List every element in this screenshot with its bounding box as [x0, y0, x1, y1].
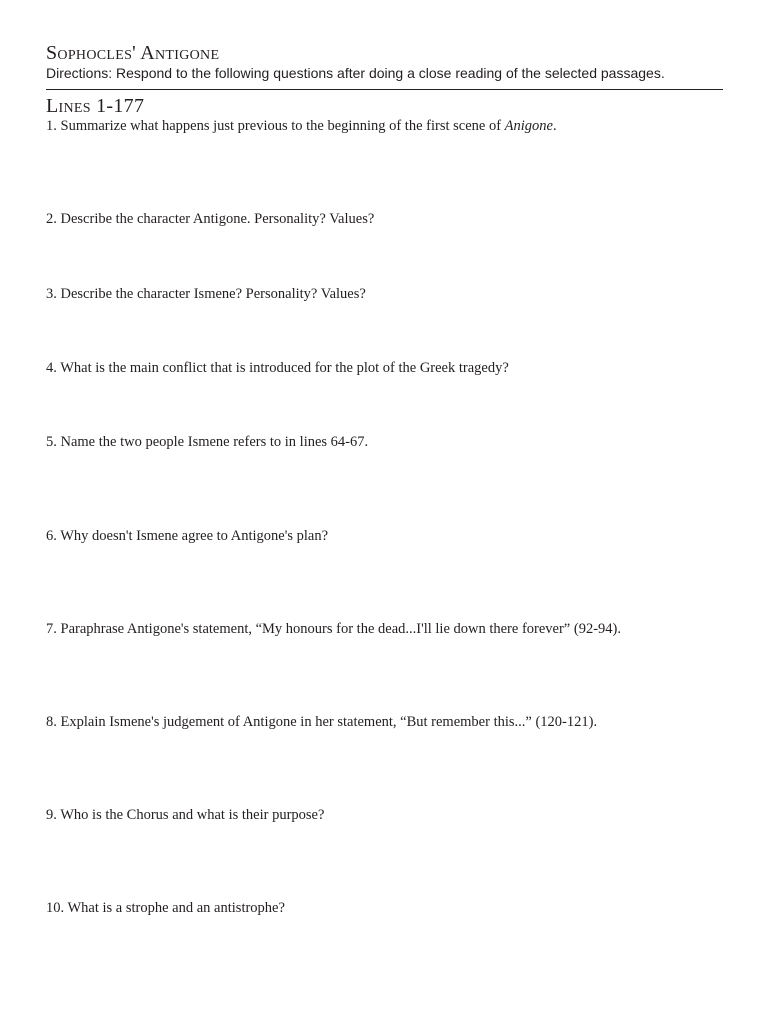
question-5: 5. Name the two people Ismene refers to in lines 64-67. [46, 434, 369, 450]
question-7: 7. Paraphrase Antigone's statement, “My honours for the dead...I'll lie down there forever” (92-94). [46, 621, 621, 637]
header-divider [46, 89, 723, 90]
question-3: 3. Describe the character Ismene? Personality? Values? [46, 286, 366, 302]
question-1-title-italic: Anigone [504, 118, 553, 134]
page-title: Sophocles' Antigone [46, 42, 220, 64]
question-8: 8. Explain Ismene's judgement of Antigone in her statement, “But remember this...” (120-121). [46, 714, 598, 730]
question-9: 9. Who is the Chorus and what is their purpose? [46, 807, 325, 823]
question-1 [46, 118, 557, 135]
question-10: 10. What is a strophe and an antistrophe? [46, 900, 285, 916]
question-1-period: . [553, 118, 557, 134]
question-1-text: 1. Summarize what happens just previous to the beginning of the first scene of [46, 118, 505, 134]
question-4: 4. What is the main conflict that is introduced for the plot of the Greek tragedy? [46, 360, 509, 376]
question-2: 2. Describe the character Antigone. Personality? Values? [46, 211, 375, 227]
question-6: 6. Why doesn't Ismene agree to Antigone's plan? [46, 528, 328, 544]
section-heading: Lines 1-177 [46, 95, 145, 117]
directions-text: Directions: Respond to the following questions after doing a close reading of the selected passages. [46, 65, 665, 81]
